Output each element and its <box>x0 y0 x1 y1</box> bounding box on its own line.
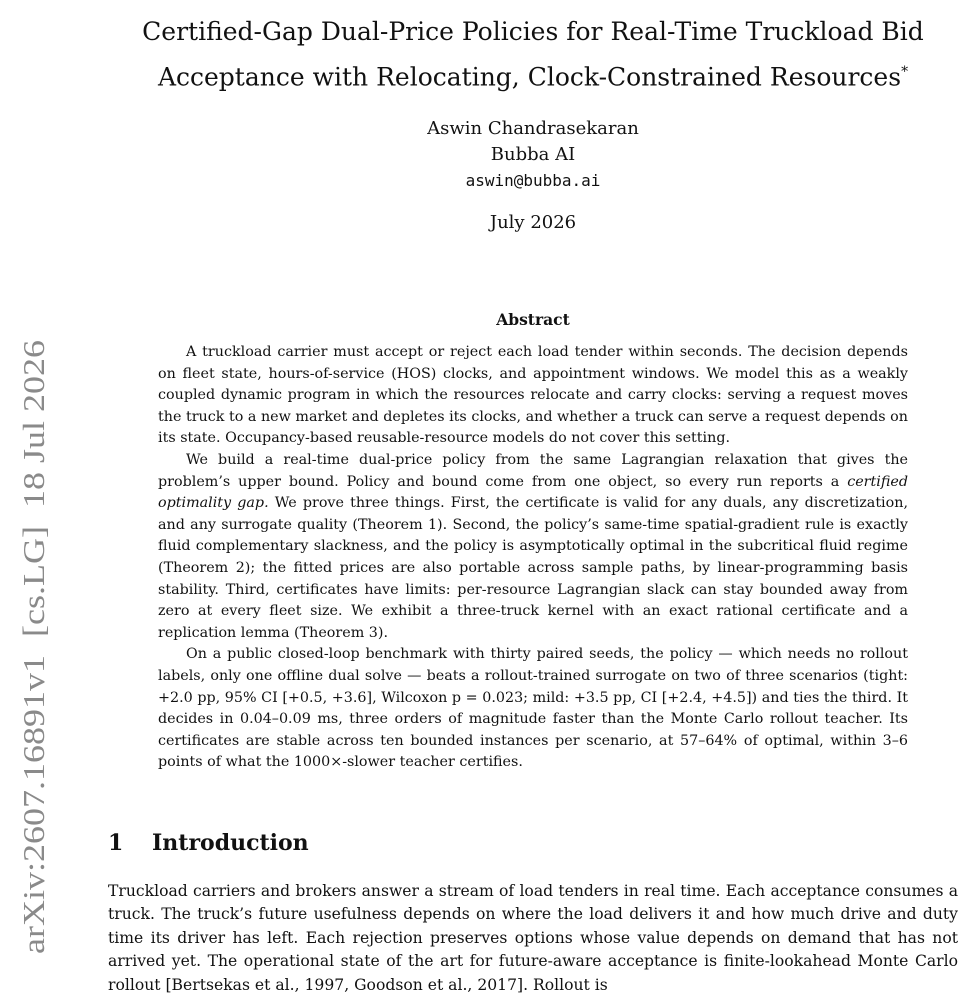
section-number: 1 <box>108 830 124 856</box>
author-affiliation: Bubba AI <box>490 144 576 165</box>
arxiv-identifier-stamp <box>2 320 62 960</box>
abstract-p2-emphasis: certified optimality gap. <box>158 473 908 512</box>
abstract-body <box>158 342 908 774</box>
title-line-1: Certified-Gap Dual-Price Policies for Real-Time Truckload Bid <box>142 17 924 46</box>
author-block <box>108 116 958 194</box>
author-email[interactable]: aswin@bubba.ai <box>465 171 601 190</box>
abstract-paragraph-2 <box>158 450 908 644</box>
section-heading-introduction <box>108 828 958 858</box>
abstract-p2-text-a: We build a real-time dual-price policy from the same Lagrangian relaxation that gives the problem’s upper bound. Policy and bound come from one object, so every run reports a <box>158 451 908 490</box>
author-name: Aswin Chandrasekaran <box>427 118 639 139</box>
introduction-paragraph: Truckload carriers and brokers answer a stream of load tenders in real time. Each acceptance consumes a truck. The truck’s future usefulness depends on where the load delivers it and how much drive and duty time its driver has left. Each rejection preserves options whose value depends on demand that has not arrived yet. The operational state of the art for future-aware acceptance is finite-lookahead Monte Carlo rollout [Bertsekas et al., 1997, Goodson et al., 2017]. Rollout is <box>108 882 958 994</box>
abstract-heading: Abstract <box>496 310 570 329</box>
abstract-paragraph-3: On a public closed-loop benchmark with thirty paired seeds, the policy — which needs no rollout labels, only one offline dual solve — beats a rollout-trained surrogate on two of three scenarios (tight: +2.0 pp, 95% CI [+0.5, +3.6], Wilcoxon p = 0.023; mild: +3.5 pp, CI [+2.4, +4.5]) and ties the third. It decides in 0.04–0.09 ms, three orders of magnitude faster than the Monte Carlo rollout teacher. Its certificates are stable across ten bounded instances per scenario, at 57–64% of optimal, within 3–6 points of what the 1000×-slower teacher certifies. <box>158 646 908 771</box>
publication-date: July 2026 <box>489 212 577 233</box>
abstract-paragraph-1: A truckload carrier must accept or reject each load tender within seconds. The decision depends on fleet state, hours-of-service (HOS) clocks, and appointment windows. We model this as a weakly coupled dynamic program in which the resources relocate and carry clocks: serving a request moves the truck to a new market and depletes its clocks, and whether a truck can serve a request depends on its state. Occupancy-based reusable-resource models do not cover this setting. <box>158 344 908 447</box>
arxiv-identifier-text: arXiv:2607.16891v1 [cs.LG] 18 Jul 2026 <box>16 425 51 954</box>
paper-title <box>108 12 958 97</box>
abstract-p2-text-b: We prove three things. First, the certificate is valid for any duals, any discretization, and any surrogate quality (Theorem 1). Second, the policy’s same-time spatial-gradient rule is exactly fluid complementary slackness, and the policy is asymptotically optimal in the subcritical fluid regime (Theorem 2); the fitted prices are also portable across sample paths, by linear-programming basis stability. Third, certificates have limits: per-resource Lagrangian slack can stay bounded away from zero at every fleet size. We exhibit a three-truck kernel with an exact rational certificate and a replication lemma (Theorem 3). <box>158 495 908 641</box>
title-footnote-mark: * <box>901 64 909 80</box>
title-line-2: Acceptance with Relocating, Clock-Constrained Resources <box>157 62 902 92</box>
section-title: Introduction <box>152 830 309 856</box>
